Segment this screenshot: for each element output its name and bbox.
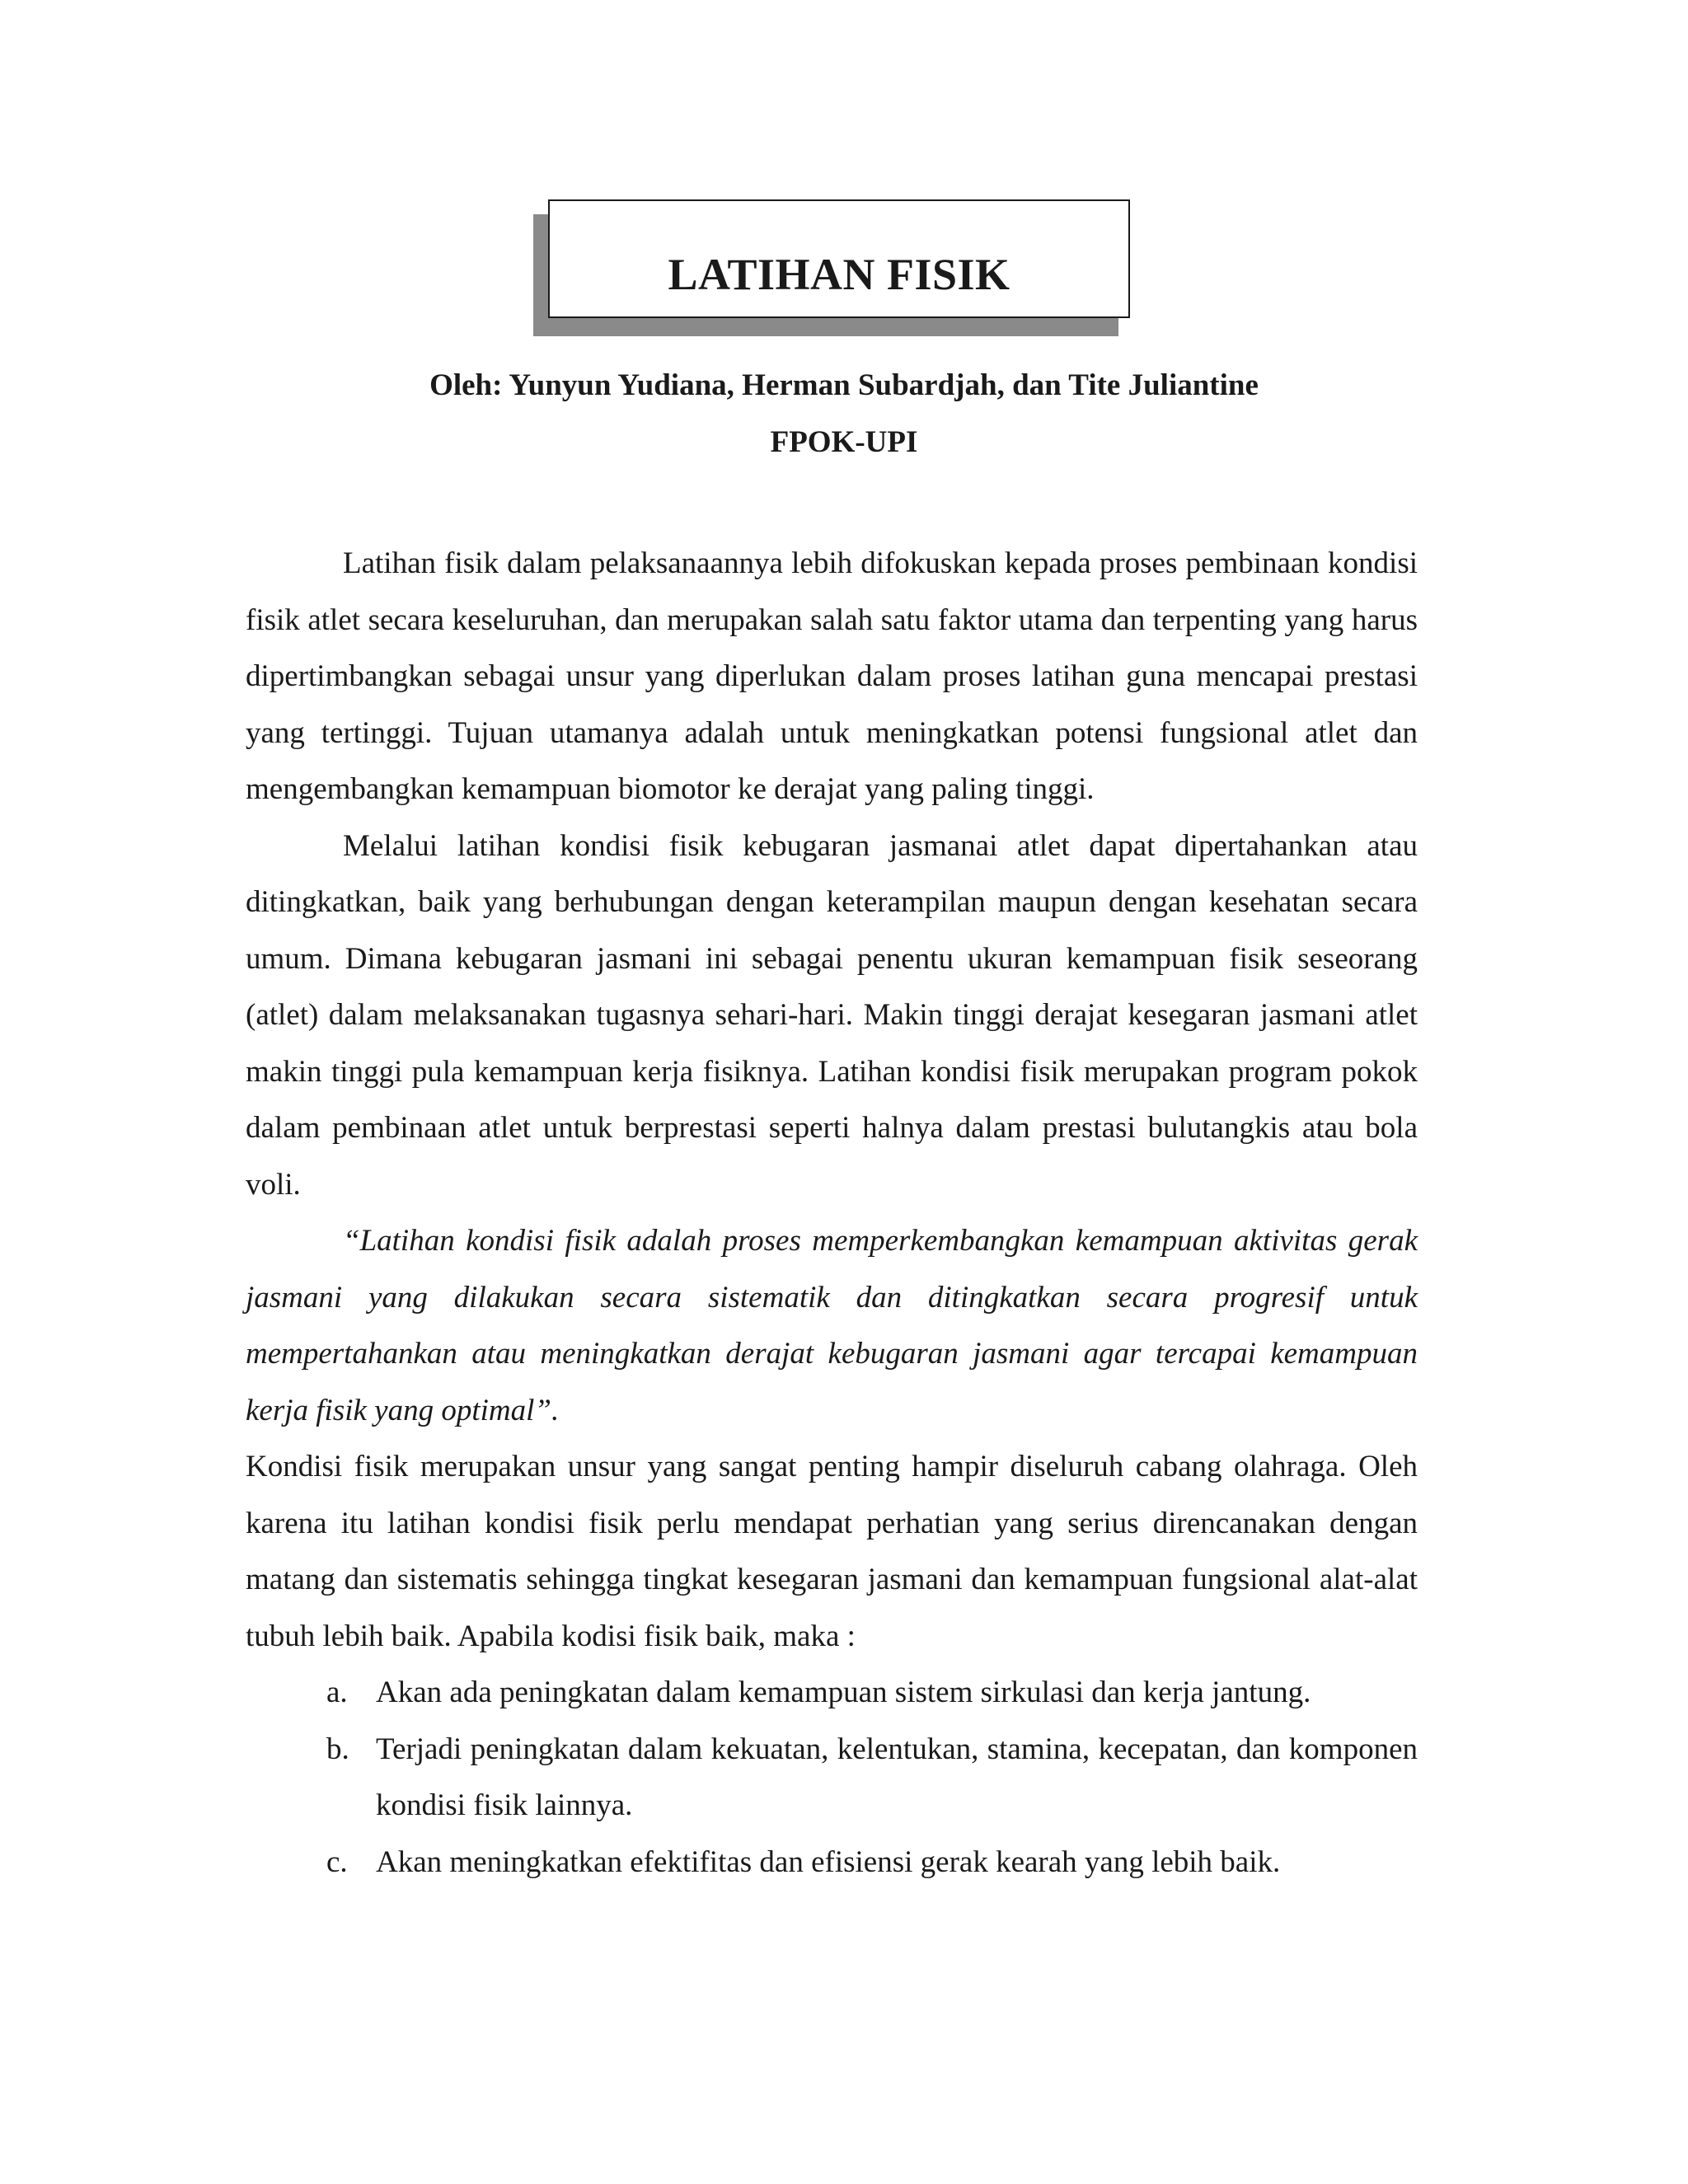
list-item xyxy=(246,1722,1418,1835)
list-marker: a. xyxy=(326,1675,348,1709)
list-item-text: Akan meningkatkan efektifitas dan efisiensi gerak kearah yang lebih baik. xyxy=(376,1844,1281,1879)
benefits-list xyxy=(246,1665,1418,1891)
paragraph-4: Kondisi fisik merupakan unsur yang sangat penting hampir diseluruh cabang olahraga. Oleh karena itu latihan kondisi fisik perlu mendapat perhatian yang serius direncanakan dengan matang dan sistematis sehingga tingkat kesegaran jasmani dan kemampuan fungsional alat-alat tubuh lebih baik. Apabila kodisi fisik baik, maka : xyxy=(246,1450,1418,1653)
list-item xyxy=(246,1835,1418,1891)
document-title: LATIHAN FISIK xyxy=(668,250,1010,299)
body-text xyxy=(246,536,1418,1891)
list-item xyxy=(246,1665,1418,1722)
title-frame xyxy=(548,199,1133,321)
paragraph-2: Melalui latihan kondisi fisik kebugaran jasmanai atlet dapat dipertahankan atau ditingkatkan, baik yang berhubungan dengan keterampilan maupun dengan kesehatan secara umum. Dimana kebugaran jasmani ini sebagai penentu ukuran kemampuan fisik seseorang (atlet) dalam melaksanakan tugasnya sehari-hari. Makin tinggi derajat kesegaran jasmani atlet makin tinggi pula kemampuan kerja fisiknya. Latihan kondisi fisik merupakan program pokok dalam pembinaan atlet untuk berprestasi seperti halnya dalam prestasi bulutangkis atau bola voli. xyxy=(246,828,1418,1202)
paragraph-1: Latihan fisik dalam pelaksanaannya lebih difokuskan kepada proses pembinaan kondisi fisik atlet secara keseluruhan, dan merupakan salah satu faktor utama dan terpenting yang harus dipertimbangkan sebagai unsur yang diperlukan dalam proses latihan guna mencapai prestasi yang tertinggi. Tujuan utamanya adalah untuk meningkatkan potensi fungsional atlet dan mengembangkan kemampuan biomotor ke derajat yang paling tinggi. xyxy=(246,546,1418,806)
title-box xyxy=(548,199,1130,318)
quote-paragraph: “Latihan kondisi fisik adalah proses memperkembangkan kemampuan aktivitas gerak jasmani yang dilakukan secara sistematik dan ditingkatkan secara progresif untuk mempertahankan atau meningkatkan derajat kebugaran jasmani agar tercapai kemampuan kerja fisik yang optimal”. xyxy=(246,1224,1418,1427)
institution-line: FPOK-UPI xyxy=(770,425,918,459)
list-marker: c. xyxy=(326,1844,348,1879)
list-marker: b. xyxy=(326,1732,349,1766)
list-item-text: Terjadi peningkatan dalam kekuatan, kelentukan, stamina, kecepatan, dan komponen kondisi fisik lainnya. xyxy=(376,1732,1418,1822)
list-item-text: Akan ada peningkatan dalam kemampuan sistem sirkulasi dan kerja jantung. xyxy=(376,1675,1311,1709)
authors-line: Oleh: Yunyun Yudiana, Herman Subardjah, dan Tite Juliantine xyxy=(429,368,1259,402)
